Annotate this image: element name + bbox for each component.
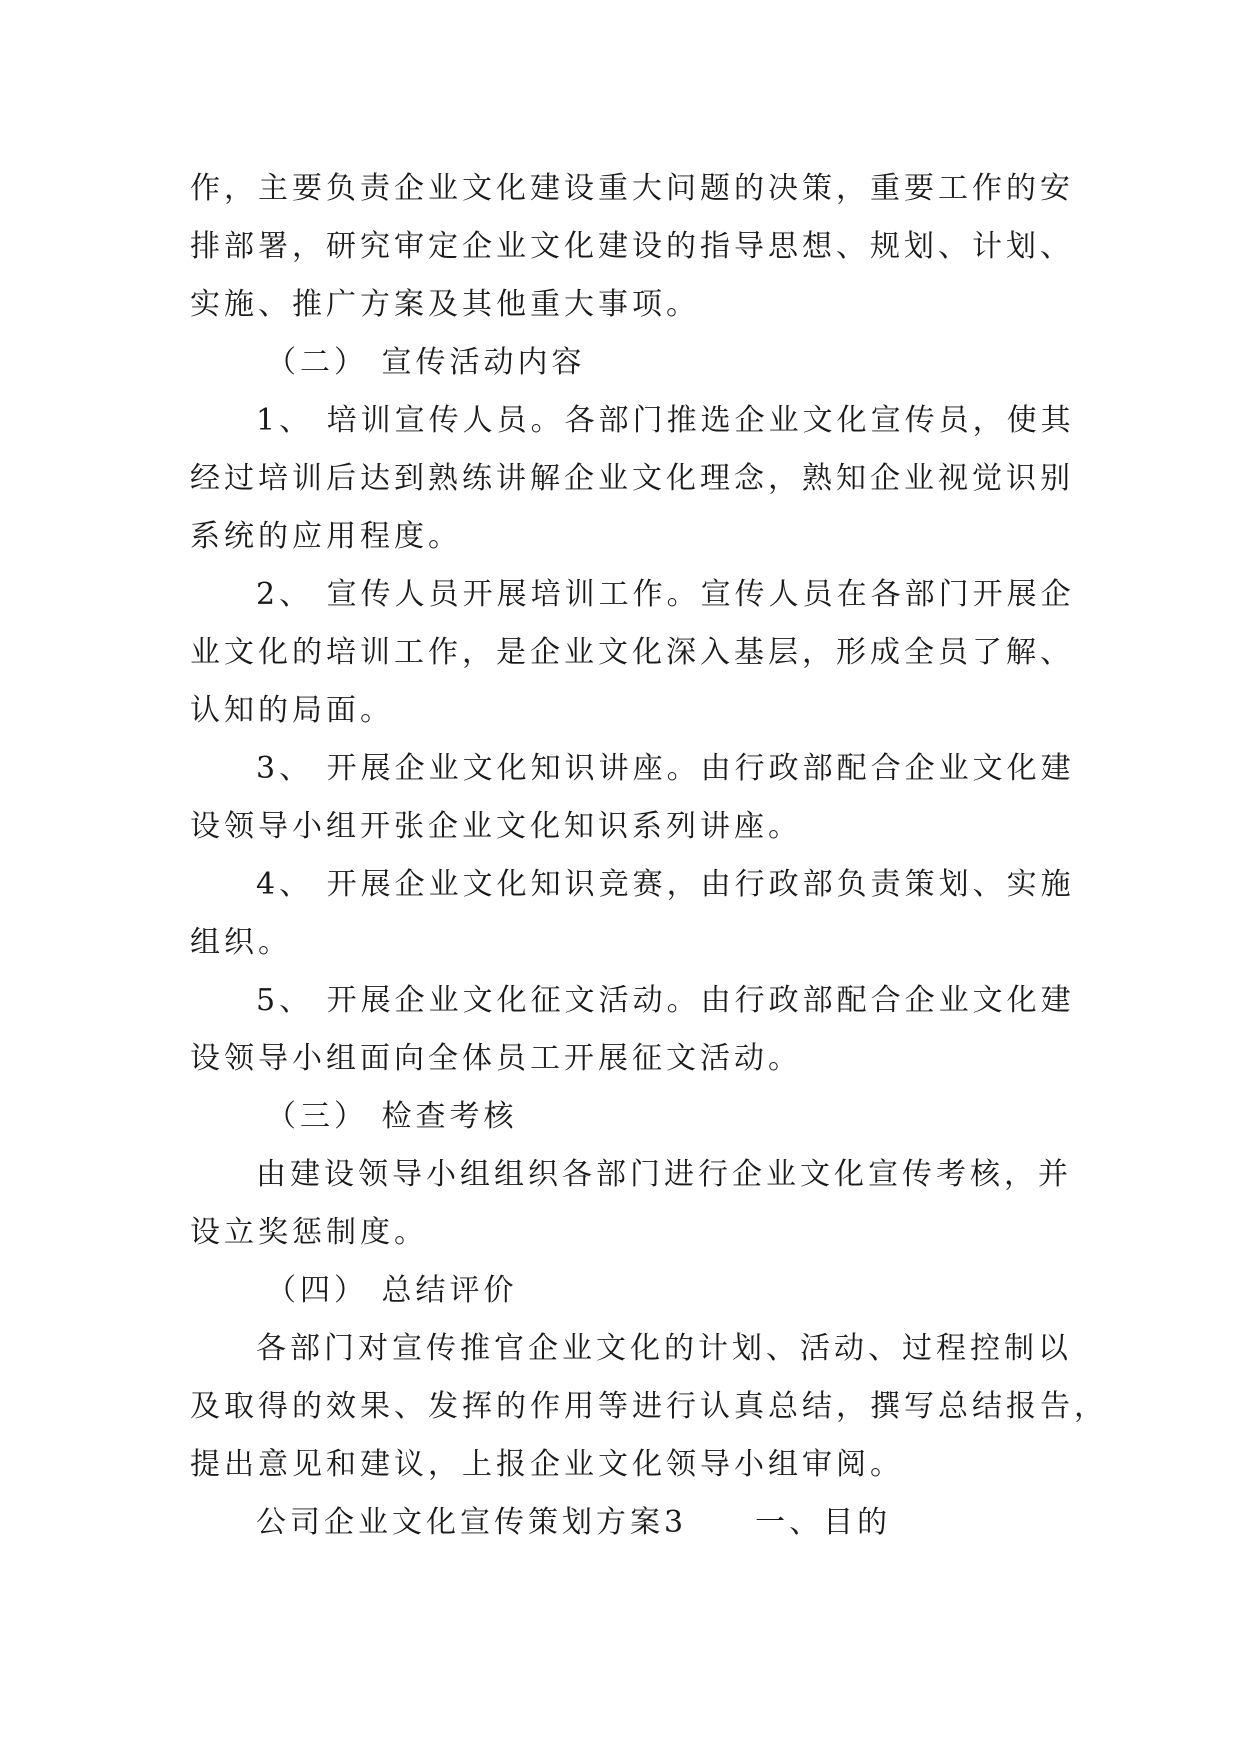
section-heading: （二） 宣传活动内容 xyxy=(266,345,586,380)
section-heading: （四） 总结评价 xyxy=(266,1273,518,1308)
text-line: 及取得的效果、发挥的作用等进行认真总结，撰写总结报告， xyxy=(190,1389,1108,1424)
text-line: 提出意见和建议，上报企业文化领导小组审阅。 xyxy=(190,1447,904,1482)
text-line: 业文化的培训工作，是企业文化深入基层，形成全员了解、 xyxy=(190,635,1074,670)
text-line: 由建设领导小组组织各部门进行企业文化宣传考核，并 xyxy=(256,1157,1072,1192)
text-line: 公司企业文化宣传策划方案3 一、目的 xyxy=(256,1505,892,1540)
text-line: 2、 宣传人员开展培训工作。宣传人员在各部门开展企 xyxy=(256,577,1075,612)
text-line: 各部门对宣传推官企业文化的计划、活动、过程控制以 xyxy=(256,1331,1072,1366)
text-line: 设立奖惩制度。 xyxy=(190,1215,428,1250)
section-heading: （三） 检查考核 xyxy=(266,1099,518,1134)
text-line: 认知的局面。 xyxy=(190,693,394,728)
body-text xyxy=(190,160,1108,1552)
text-line: 系统的应用程度。 xyxy=(190,519,462,554)
text-line: 1、 培训宣传人员。各部门推选企业文化宣传员，使其 xyxy=(256,403,1075,438)
text-line: 3、 开展企业文化知识讲座。由行政部配合企业文化建 xyxy=(256,751,1075,786)
text-line: 组织。 xyxy=(190,925,292,960)
text-line: 设领导小组面向全体员工开展征文活动。 xyxy=(190,1041,802,1076)
text-line: 4、 开展企业文化知识竞赛，由行政部负责策划、实施 xyxy=(256,867,1075,902)
text-line: 作，主要负责企业文化建设重大问题的决策，重要工作的安 xyxy=(190,171,1074,206)
text-line: 排部署，研究审定企业文化建设的指导思想、规划、计划、 xyxy=(190,229,1074,264)
text-line: 经过培训后达到熟练讲解企业文化理念，熟知企业视觉识别 xyxy=(190,461,1074,496)
text-line: 实施、推广方案及其他重大事项。 xyxy=(190,287,700,322)
text-line: 5、 开展企业文化征文活动。由行政部配合企业文化建 xyxy=(256,983,1075,1018)
text-line: 设领导小组开张企业文化知识系列讲座。 xyxy=(190,809,802,844)
